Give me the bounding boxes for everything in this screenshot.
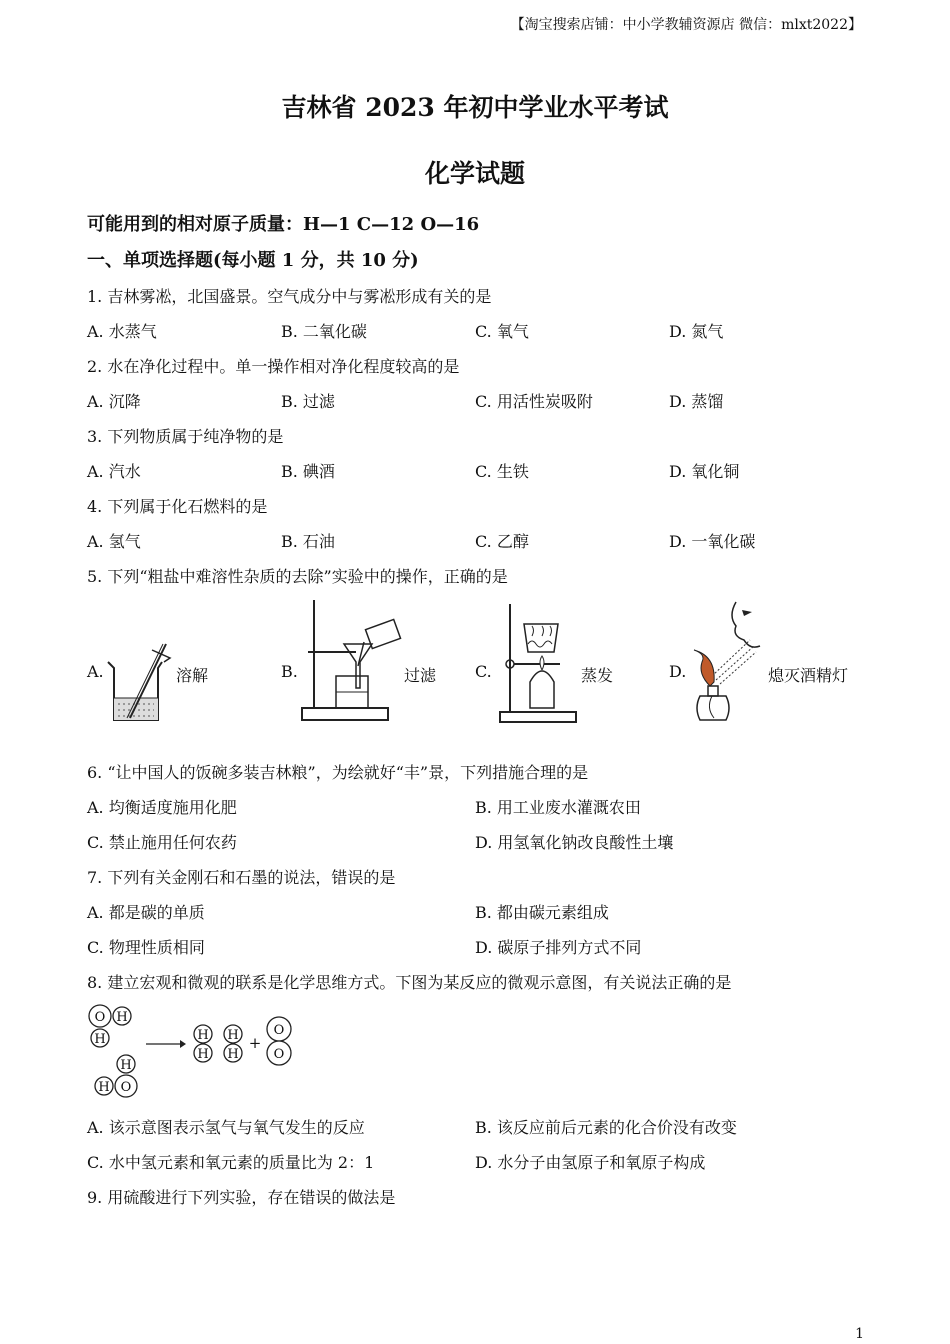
q1-option-d: D. 氮气 bbox=[669, 322, 724, 341]
q8-option-d: D. 水分子由氢原子和氧原子构成 bbox=[475, 1153, 706, 1172]
atom-o-4: O bbox=[273, 1047, 285, 1062]
q7-option-d: D. 碳原子排列方式不同 bbox=[475, 938, 642, 957]
question-7: 7. 下列有关金刚石和石墨的说法，错误的是 bbox=[87, 868, 396, 887]
filtration-figure bbox=[298, 596, 408, 726]
q5-caption-dissolve: 溶解 bbox=[176, 666, 209, 685]
q2-option-b: B. 过滤 bbox=[281, 392, 335, 411]
question-5: 5. 下列“粗盐中难溶性杂质的去除”实验中的操作，正确的是 bbox=[87, 567, 508, 586]
q4-option-c: C. 乙醇 bbox=[475, 532, 529, 551]
atomic-mass-line: 可能用到的相对原子质量：H—1 C—12 O—16 bbox=[87, 214, 480, 235]
q5-option-a: A. bbox=[87, 662, 104, 681]
q5-option-d: D. bbox=[669, 662, 687, 681]
atom-h-8: H bbox=[227, 1047, 239, 1062]
question-1: 1. 吉林雾凇，北国盛景。空气成分中与雾凇形成有关的是 bbox=[87, 287, 492, 306]
q8-option-c: C. 水中氢元素和氧元素的质量比为 2：1 bbox=[87, 1153, 375, 1172]
page-subtitle: 化学试题 bbox=[424, 159, 525, 188]
q7-option-b: B. 都由碳元素组成 bbox=[475, 903, 609, 922]
evaporation-figure bbox=[496, 600, 582, 726]
atom-o-1: O bbox=[94, 1010, 106, 1025]
question-4: 4. 下列属于化石燃料的是 bbox=[87, 497, 268, 516]
q3-option-c: C. 生铁 bbox=[475, 462, 529, 481]
question-3: 3. 下列物质属于纯净物的是 bbox=[87, 427, 284, 446]
question-9: 9. 用硫酸进行下列实验，存在错误的做法是 bbox=[87, 1188, 396, 1207]
q4-option-a: A. 氢气 bbox=[87, 532, 141, 551]
page-number: 1 bbox=[855, 1326, 864, 1342]
q6-option-b: B. 用工业废水灌溉农田 bbox=[475, 798, 641, 817]
question-6: 6. “让中国人的饭碗多装吉林粮”，为绘就好“丰”景，下列措施合理的是 bbox=[87, 763, 589, 782]
q3-option-a: A. 汽水 bbox=[87, 462, 141, 481]
q5-caption-extinguish: 熄灭酒精灯 bbox=[768, 666, 849, 685]
q8-option-b: B. 该反应前后元素的化合价没有改变 bbox=[475, 1118, 737, 1137]
atom-h-1: H bbox=[116, 1010, 128, 1025]
q4-option-b: B. 石油 bbox=[281, 532, 335, 551]
q5-caption-evaporate: 蒸发 bbox=[581, 666, 614, 685]
q6-option-c: C. 禁止施用任何农药 bbox=[87, 833, 237, 852]
atom-h-3: H bbox=[120, 1058, 132, 1073]
q8-option-a: A. 该示意图表示氢气与氧气发生的反应 bbox=[87, 1118, 365, 1137]
q5-option-c: C. bbox=[475, 662, 492, 681]
page-title: 吉林省 2023 年初中学业水平考试 bbox=[281, 93, 669, 122]
q2-option-d: D. 蒸馏 bbox=[669, 392, 724, 411]
q3-option-b: B. 碘酒 bbox=[281, 462, 335, 481]
q6-option-d: D. 用氢氧化钠改良酸性土壤 bbox=[475, 833, 674, 852]
header-note: 【淘宝搜索店铺：中小学教辅资源店 微信：mlxt2022】 bbox=[510, 17, 862, 33]
atom-h-6: H bbox=[197, 1047, 209, 1062]
atom-o-3: O bbox=[273, 1023, 285, 1038]
q5-option-b: B. bbox=[281, 662, 298, 681]
q7-option-c: C. 物理性质相同 bbox=[87, 938, 205, 957]
atom-h-2: H bbox=[94, 1032, 106, 1047]
q5-caption-filter: 过滤 bbox=[404, 666, 437, 685]
question-2: 2. 水在净化过程中。单一操作相对净化程度较高的是 bbox=[87, 357, 460, 376]
q1-option-b: B. 二氧化碳 bbox=[281, 322, 367, 341]
q6-option-a: A. 均衡适度施用化肥 bbox=[87, 798, 237, 817]
atom-h-4: H bbox=[98, 1080, 110, 1095]
question-8: 8. 建立宏观和微观的联系是化学思维方式。下图为某反应的微观示意图，有关说法正确的是 bbox=[87, 973, 732, 992]
q2-option-c: C. 用活性炭吸附 bbox=[475, 392, 593, 411]
q7-option-a: A. 都是碳的单质 bbox=[87, 903, 205, 922]
alcohol-lamp-figure bbox=[688, 596, 770, 726]
atom-h-7: H bbox=[227, 1028, 239, 1043]
q4-option-d: D. 一氧化碳 bbox=[669, 532, 756, 551]
q1-option-a: A. 水蒸气 bbox=[87, 322, 157, 341]
q1-option-c: C. 氧气 bbox=[475, 322, 529, 341]
plus-sign: + bbox=[248, 1034, 262, 1052]
atom-o-2: O bbox=[120, 1080, 132, 1095]
atom-h-5: H bbox=[197, 1028, 209, 1043]
reaction-micro-diagram bbox=[84, 1000, 304, 1104]
q2-option-a: A. 沉降 bbox=[87, 392, 141, 411]
dissolve-beaker-figure bbox=[104, 640, 176, 726]
section-heading: 一、单项选择题(每小题 1 分，共 10 分) bbox=[87, 250, 419, 271]
q3-option-d: D. 氧化铜 bbox=[669, 462, 740, 481]
